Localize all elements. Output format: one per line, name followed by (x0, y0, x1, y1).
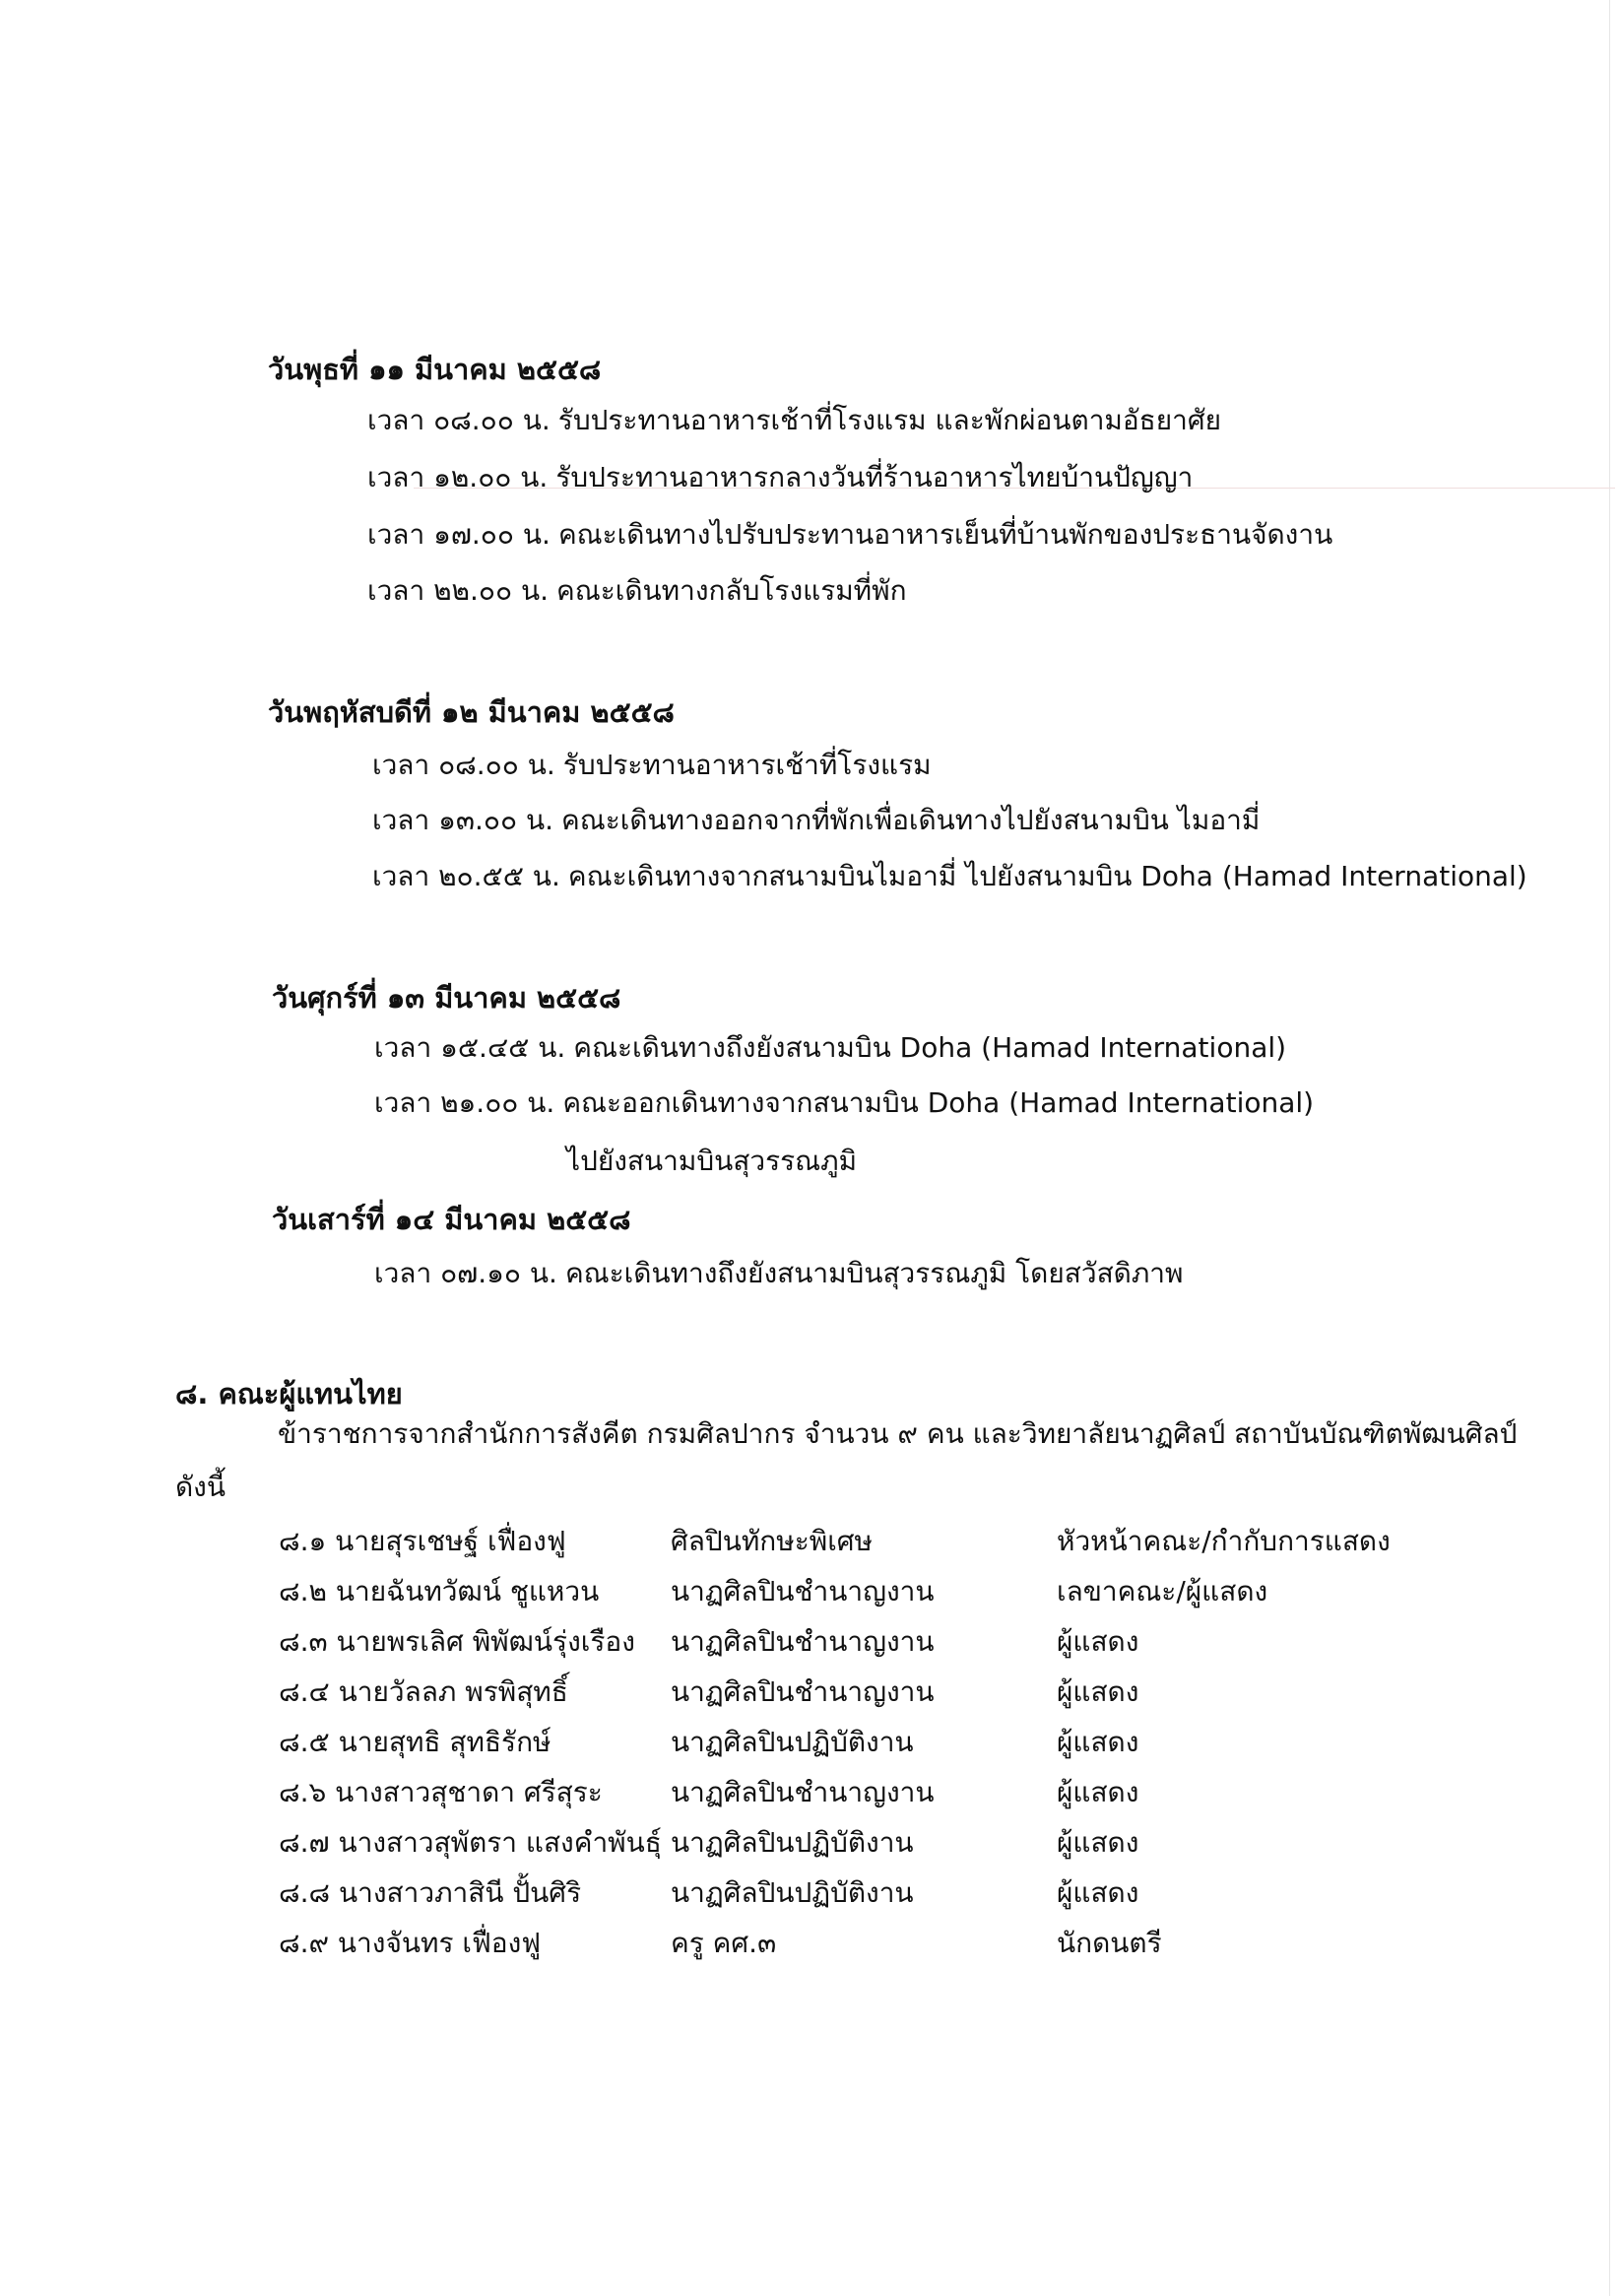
day-heading-saturday: วันเสาร์ที่ ๑๔ มีนาคม ๒๕๕๘ (272, 1203, 631, 1236)
member-role: ผู้แสดง (1057, 1726, 1139, 1758)
member-name: ๘.๖ นางสาวสุชาดา ศรีสุระ (279, 1776, 603, 1808)
member-row (279, 1620, 1460, 1668)
member-position: ครู คศ.๓ (671, 1927, 777, 1959)
day-heading-friday: วันศุกร์ที่ ๑๓ มีนาคม ๒๕๕๘ (272, 981, 621, 1015)
schedule-item (374, 1082, 1314, 1125)
page-edge-line (1609, 0, 1610, 2296)
item-time: เวลา ๐๘.๐๐ น. (372, 749, 555, 781)
schedule-item (367, 513, 1332, 557)
member-row (279, 1821, 1460, 1869)
member-row (279, 1871, 1460, 1919)
item-text: คณะออกเดินทางจากสนามบิน Doha (Hamad International) (562, 1086, 1315, 1119)
schedule-item (367, 456, 1193, 499)
schedule-item (367, 569, 907, 613)
schedule-item (374, 1252, 1184, 1295)
item-time: เวลา ๑๒.๐๐ น. (367, 461, 549, 493)
item-text: คณะเดินทางถึงยังสนามบิน Doha (Hamad International) (573, 1031, 1287, 1064)
member-role: เลขาคณะ/ผู้แสดง (1057, 1575, 1268, 1607)
item-text: รับประทานอาหารกลางวันที่ร้านอาหารไทยบ้านปัญญา (555, 461, 1194, 493)
member-position: ศิลปินทักษะพิเศษ (671, 1525, 874, 1557)
item-time: เวลา ๒๑.๐๐ น. (374, 1086, 555, 1119)
member-row (279, 1721, 1460, 1768)
member-name: ๘.๒ นายฉันทวัฒน์ ชูแหวน (279, 1575, 600, 1607)
member-name: ๘.๙ นางจันทร เฟื่องฟู (279, 1927, 542, 1959)
item-continuation: ไปยังสนามบินสุวรรณภูมิ (566, 1145, 858, 1177)
item-time: เวลา ๑๕.๔๕ น. (374, 1031, 566, 1064)
member-name: ๘.๕ นายสุทธิ สุทธิรักษ์ (279, 1726, 551, 1758)
item-text: คณะเดินทางจากสนามบินไมอามี่ ไปยังสนามบิน Doha (Hamad International) (567, 860, 1527, 892)
member-role: ผู้แสดง (1057, 1675, 1139, 1708)
member-position: นาฏศิลปินปฏิบัติงาน (671, 1876, 914, 1909)
item-time: เวลา ๑๗.๐๐ น. (367, 518, 551, 551)
member-role: นักดนตรี (1057, 1927, 1162, 1959)
section-heading: ๘. คณะผู้แทนไทย (175, 1377, 403, 1410)
member-position: นาฏศิลปินชำนาญงาน (671, 1575, 935, 1607)
item-time: เวลา ๐๘.๐๐ น. (367, 404, 551, 436)
item-text: คณะเดินทางไปรับประทานอาหารเย็นที่บ้านพักของประธานจัดงาน (557, 518, 1333, 551)
item-time: เวลา ๒๐.๕๕ น. (372, 860, 560, 892)
member-name: ๘.๓ นายพรเลิศ พิพัฒน์รุ่งเรือง (279, 1625, 635, 1658)
member-name: ๘.๗ นางสาวสุพัตรา แสงคำพันธุ์ (279, 1826, 662, 1859)
member-name: ๘.๑ นายสุรเชษฐ์ เฟื่องฟู (279, 1525, 566, 1557)
item-text: คณะเดินทางออกจากที่พักเพื่อเดินทางไปยังสนามบิน ไมอามี่ (561, 804, 1261, 836)
member-role: หัวหน้าคณะ/กำกับการแสดง (1057, 1525, 1391, 1557)
day-heading-wednesday: วันพุธที่ ๑๑ มีนาคม ๒๕๕๘ (268, 353, 602, 386)
member-role: ผู้แสดง (1057, 1625, 1139, 1658)
member-position: นาฏศิลปินชำนาญงาน (671, 1625, 935, 1658)
member-row (279, 1771, 1460, 1818)
member-position: นาฏศิลปินชำนาญงาน (671, 1776, 935, 1808)
item-text: คณะเดินทางกลับโรงแรมที่พัก (556, 574, 907, 607)
member-role: ผู้แสดง (1057, 1826, 1139, 1859)
member-role: ผู้แสดง (1057, 1776, 1139, 1808)
member-row (279, 1922, 1460, 1969)
member-row (279, 1671, 1460, 1718)
member-role: ผู้แสดง (1057, 1876, 1139, 1909)
item-text: รับประทานอาหารเช้าที่โรงแรม (562, 749, 932, 781)
schedule-item (372, 744, 932, 787)
item-time: เวลา ๐๗.๑๐ น. (374, 1257, 557, 1289)
section-intro-line: ดังนี้ (175, 1471, 226, 1503)
member-name: ๘.๘ นางสาวภาสินี ปั้นศิริ (279, 1876, 582, 1909)
day-heading-thursday: วันพฤหัสบดีที่ ๑๒ มีนาคม ๒๕๕๘ (268, 695, 675, 729)
item-time: เวลา ๒๒.๐๐ น. (367, 574, 550, 607)
schedule-item (372, 855, 1527, 898)
item-text: คณะเดินทางถึงยังสนามบินสุวรรณภูมิ โดยสวัสดิภาพ (564, 1257, 1184, 1289)
item-time: เวลา ๑๓.๐๐ น. (372, 804, 554, 836)
schedule-item (372, 799, 1260, 842)
member-position: นาฏศิลปินปฏิบัติงาน (671, 1726, 914, 1758)
member-row (279, 1520, 1460, 1567)
schedule-item (367, 399, 1221, 442)
member-row (279, 1570, 1460, 1617)
schedule-item (374, 1026, 1286, 1070)
member-name: ๘.๔ นายวัลลภ พรพิสุทธิ์ (279, 1675, 568, 1708)
section-intro-line: ข้าราชการจากสำนักการสังคีต กรมศิลปากร จำนวน ๙ คน และวิทยาลัยนาฏศิลป์ สถาบันบัณฑิตพัฒนศิลป์ (278, 1417, 1518, 1450)
member-position: นาฏศิลปินชำนาญงาน (671, 1675, 935, 1708)
member-position: นาฏศิลปินปฏิบัติงาน (671, 1826, 914, 1859)
item-text: รับประทานอาหารเช้าที่โรงแรม และพักผ่อนตามอัธยาศัย (557, 404, 1222, 436)
